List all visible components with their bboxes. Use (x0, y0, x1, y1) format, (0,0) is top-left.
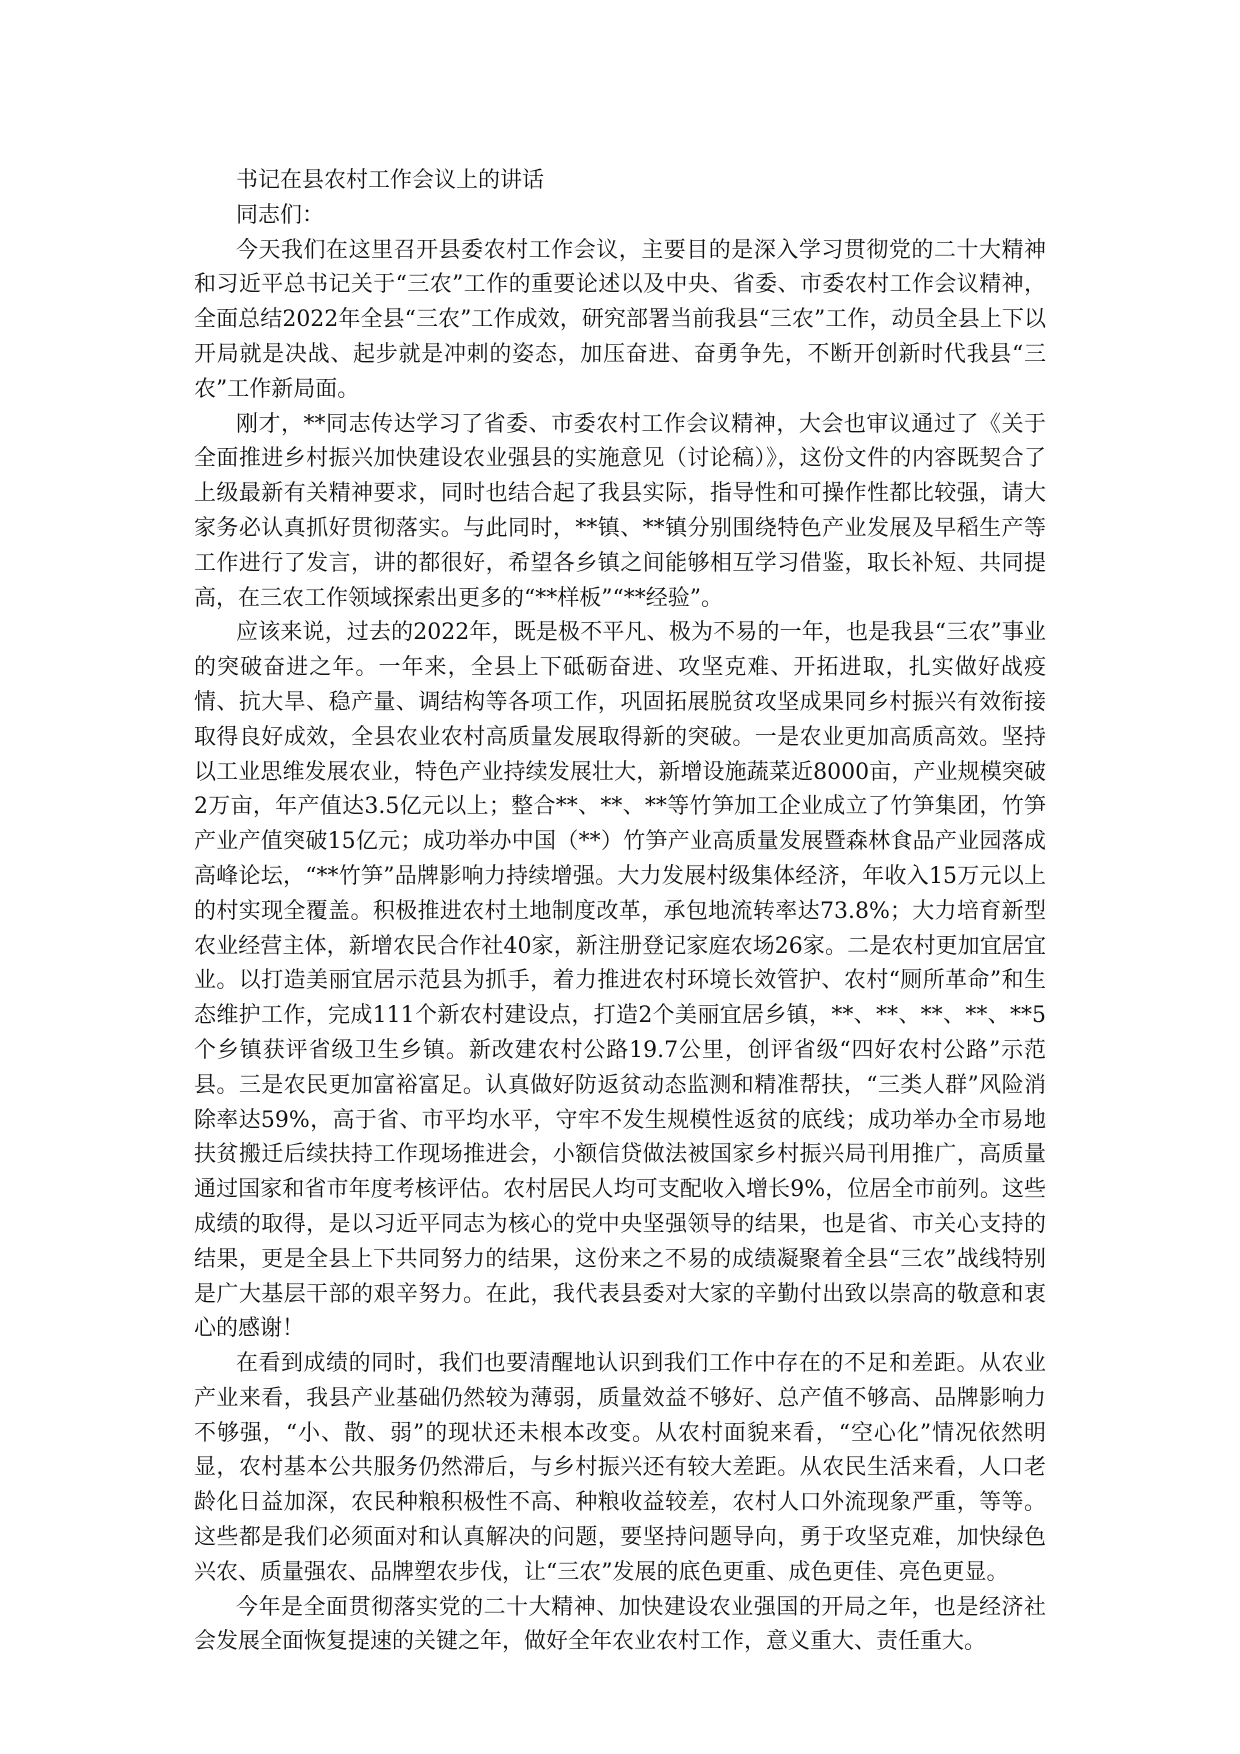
document-title: 书记在县农村工作会议上的讲话 (236, 168, 545, 193)
paragraph-4: 在看到成绩的同时，我们也要清醒地认识到我们工作中存在的不足和差距。从农业产业来看，我县产业基础仍然较为薄弱，质量效益不够好、总产值不够高、品牌影响力不够强，“小、散、弱”的现状还未根本改变。从农村面貌来看，“空心化”情况依然明显，农村基本公共服务仍然滞后，与乡村振兴还有较大差距。从农民生活来看，人口老龄化日益加深，农民种粮积极性不高、种粮收益较差，农村人口外流现象严重，等等。这些都是我们必须面对和认真解决的问题，要坚持问题导向，勇于攻坚克难，加快绿色兴农、质量强农、品牌塑农步伐，让“三农”发展的底色更重、成色更佳、亮色更显。 (194, 1351, 1046, 1585)
paragraph-5: 今年是全面贯彻落实党的二十大精神、加快建设农业强国的开局之年，也是经济社会发展全面恢复提速的关键之年，做好全年农业农村工作，意义重大、责任重大。 (194, 1594, 1046, 1655)
paragraph-2: 刚才，**同志传达学习了省委、市委农村工作会议精神，大会也审议通过了《关于全面推进乡村振兴加快建设农业强县的实施意见（讨论稿）》，这份文件的内容既契合了上级最新有关精神要求，同时也结合起了我县实际，指导性和可操作性都比较强，请大家务必认真抓好贯彻落实。与此同时，**镇、**镇分别围绕特色产业发展及早稻生产等工作进行了发言，讲的都很好，希望各乡镇之间能够相互学习借鉴，取长补短、共同提高，在三农工作领域探索出更多的“**样板”“**经验”。 (194, 411, 1046, 611)
salutation: 同志们： (236, 202, 325, 228)
document-body (194, 164, 1046, 1660)
paragraph-1: 今天我们在这里召开县委农村工作会议，主要目的是深入学习贯彻党的二十大精神和习近平总书记关于“三农”工作的重要论述以及中央、省委、市委农村工作会议精神，全面总结2022年全县“三农”工作成效，研究部署当前我县“三农”工作，动员全县上下以开局就是决战、起步就是冲刺的姿态，加压奋进、奋勇争先，不断开创新时代我县“三农”工作新局面。 (194, 237, 1046, 402)
paragraph-3: 应该来说，过去的2022年，既是极不平凡、极为不易的一年，也是我县“三农”事业的突破奋进之年。一年来，全县上下砥砺奋进、攻坚克难、开拓进取，扎实做好战疫情、抗大旱、稳产量、调结构等各项工作，巩固拓展脱贫攻坚成果同乡村振兴有效衔接取得良好成效，全县农业农村高质量发展取得新的突破。一是农业更加高质高效。坚持以工业思维发展农业，特色产业持续发展壮大，新增设施蔬菜近8000亩，产业规模突破2万亩，年产值达3.5亿元以上；整合**、**、**等竹笋加工企业成立了竹笋集团，竹笋产业产值突破15亿元；成功举办中国（**）竹笋产业高质量发展暨森林食品产业园落成高峰论坛，“**竹笋”品牌影响力持续增强。大力发展村级集体经济，年收入15万元以上的村实现全覆盖。积极推进农村土地制度改革，承包地流转率达73.8%；大力培育新型农业经营主体，新增农民合作社40家，新注册登记家庭农场26家。二是农村更加宜居宜业。以打造美丽宜居示范县为抓手，着力推进农村环境长效管护、农村“厕所革命”和生态维护工作，完成111个新农村建设点，打造2个美丽宜居乡镇，**、**、**、**、**5个乡镇获评省级卫生乡镇。新改建农村公路19.7公里，创评省级“四好农村公路”示范县。三是农民更加富裕富足。认真做好防返贫动态监测和精准帮扶，“三类人群”风险消除率达59%，高于省、市平均水平，守牢不发生规模性返贫的底线；成功举办全市易地扶贫搬迁后续扶持工作现场推进会，小额信贷做法被国家乡村振兴局刊用推广，高质量通过国家和省市年度考核评估。农村居民人均可支配收入增长9%，位居全市前列。这些成绩的取得，是以习近平同志为核心的党中央坚强领导的结果，也是省、市关心支持的结果，更是全县上下共同努力的结果，这份来之不易的成绩凝聚着全县“三农”战线特别是广大基层干部的艰辛努力。在此，我代表县委对大家的辛勤付出致以崇高的敬意和衷心的感谢！ (194, 620, 1046, 1342)
